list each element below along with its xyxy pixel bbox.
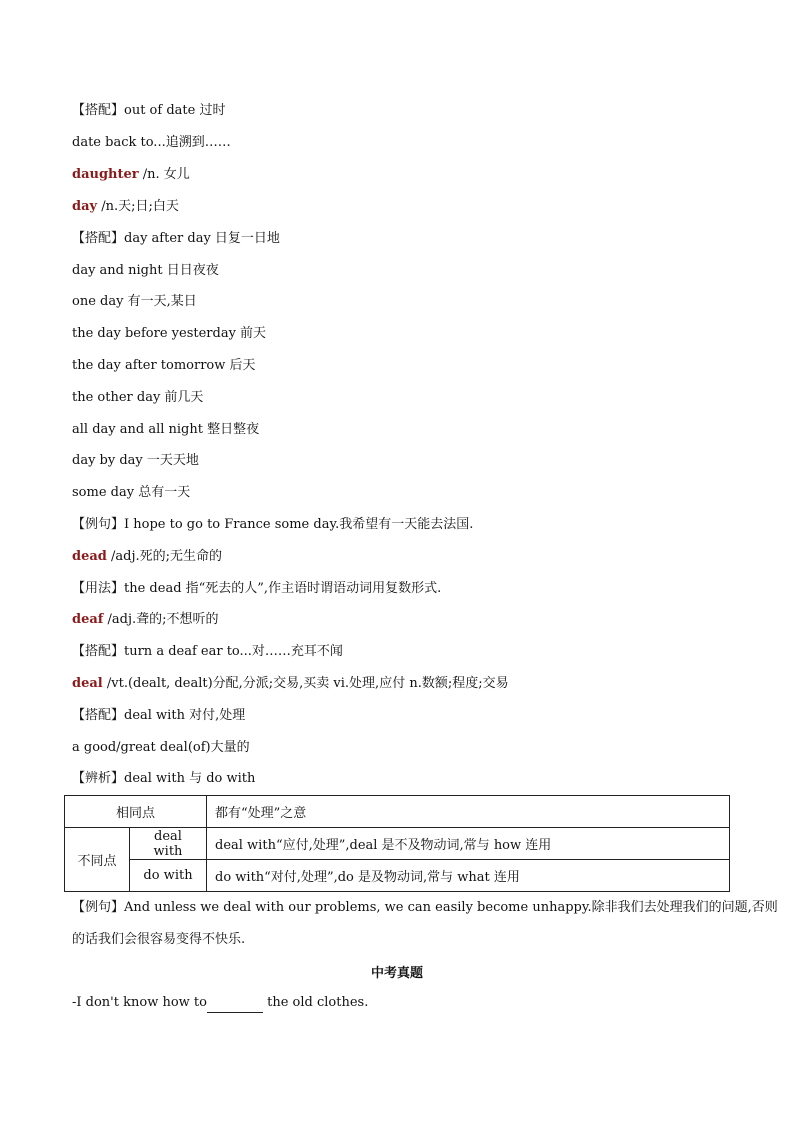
table-row bbox=[65, 796, 730, 828]
table-row bbox=[65, 828, 730, 860]
entry: 【用法】the dead 指“死去的人”,作主语时谓语动词用复数形式. bbox=[72, 581, 442, 596]
term-cell: deal with bbox=[130, 828, 207, 860]
entry: the day before yesterday 前天 bbox=[72, 326, 267, 341]
entry: a good/great deal(of)大量的 bbox=[72, 740, 250, 755]
entry: 【搭配】day after day 日复一日地 bbox=[72, 231, 280, 246]
entry: 【辨析】deal with 与 do with bbox=[72, 771, 256, 786]
entry: the day after tomorrow 后天 bbox=[72, 358, 256, 373]
question: -I don't know how to the old clothes. bbox=[72, 993, 368, 1013]
entry: 【搭配】deal with 对付,处理 bbox=[72, 708, 246, 723]
entry: deal /vt.(dealt, dealt)分配,分派;交易,买卖 vi.处理,应付 n.数额;程度;交易 bbox=[72, 676, 509, 691]
example-line: 【例句】And unless we deal with our problems, we can easily become unhappy.除非我们去处理我们的问题,否则 bbox=[72, 900, 778, 915]
entry: 【例句】I hope to go to France some day.我希望有一天能去法国. bbox=[72, 517, 474, 532]
entry: deaf /adj.聋的;不想听的 bbox=[72, 612, 219, 627]
term-cell: do with bbox=[130, 860, 207, 892]
desc-cell: deal with“应付,处理”,deal 是不及物动词,常与 how 连用 bbox=[207, 828, 730, 860]
entry: dead /adj.死的;无生命的 bbox=[72, 549, 223, 564]
entry: date back to...追溯到…… bbox=[72, 135, 231, 150]
headword: dead bbox=[72, 549, 107, 564]
diff-label-cell: 不同点 bbox=[65, 828, 130, 892]
headword: deaf bbox=[72, 612, 104, 627]
same-text-cell: 都有“处理”之意 bbox=[207, 796, 730, 828]
entry: day and night 日日夜夜 bbox=[72, 263, 219, 278]
desc-cell: do with“对付,处理”,do 是及物动词,常与 what 连用 bbox=[207, 860, 730, 892]
entry: day /n.天;日;白天 bbox=[72, 199, 179, 214]
entry: the other day 前几天 bbox=[72, 390, 204, 405]
entry: daughter /n. 女儿 bbox=[72, 167, 190, 182]
headword: day bbox=[72, 199, 98, 214]
headword: daughter bbox=[72, 167, 139, 182]
entry: 【搭配】out of date 过时 bbox=[72, 103, 226, 118]
answer-blank bbox=[207, 999, 263, 1013]
headword: deal bbox=[72, 676, 103, 691]
entry: one day 有一天,某日 bbox=[72, 294, 197, 309]
comparison-table bbox=[64, 795, 730, 892]
entry: some day 总有一天 bbox=[72, 485, 191, 500]
entry: day by day 一天天地 bbox=[72, 453, 199, 468]
example-line: 的话我们会很容易变得不快乐. bbox=[72, 932, 246, 947]
section-title: 中考真题 bbox=[370, 966, 423, 981]
entry: all day and all night 整日整夜 bbox=[72, 422, 260, 437]
same-label-cell: 相同点 bbox=[65, 796, 207, 828]
table-row bbox=[65, 860, 730, 892]
entry: 【搭配】turn a deaf ear to...对……充耳不闻 bbox=[72, 644, 343, 659]
